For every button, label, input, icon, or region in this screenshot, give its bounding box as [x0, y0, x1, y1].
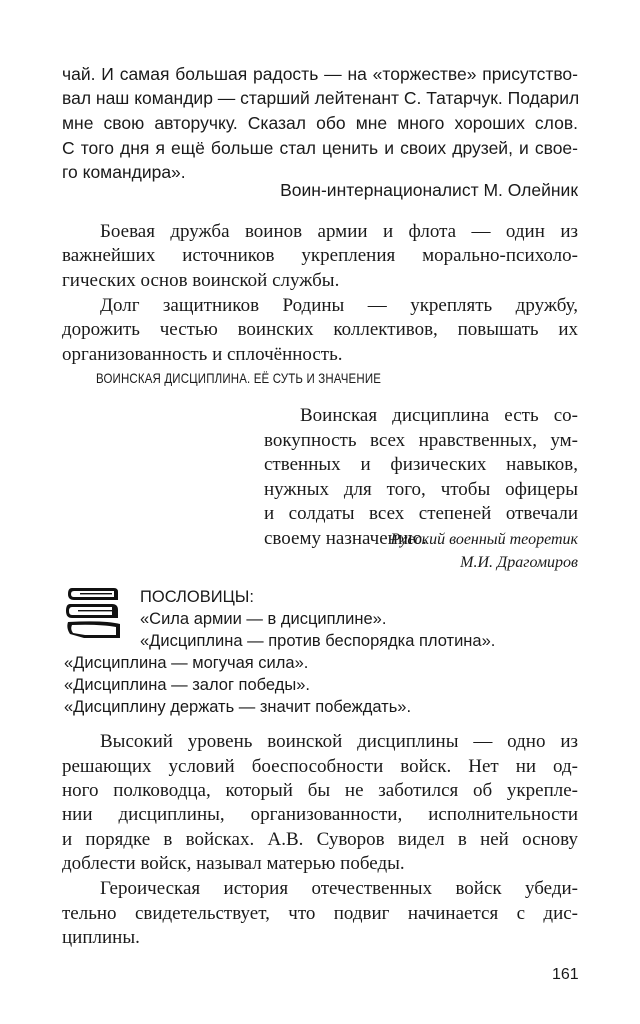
epigraph-line: и солдаты всех степеней отвечали — [264, 503, 578, 524]
books-icon — [64, 584, 124, 640]
paragraph-line: решающих условий боеспособности войск. Нет ни од- — [62, 756, 578, 777]
paragraph-line: Боевая дружба воинов армии и флота — один из — [100, 221, 578, 242]
epigraph-author-role: Русский военный теоретик — [390, 531, 578, 548]
paragraph-line: гических основ воинской службы. — [62, 270, 340, 291]
epigraph-author-name: М.И. Драгомиров — [460, 554, 578, 571]
paragraph-line: Высокий уровень воинской дисциплины — одно из — [100, 731, 578, 752]
section-heading: ВОИНСКАЯ ДИСЦИПЛИНА. ЕЁ СУТЬ И ЗНАЧЕНИЕ — [96, 370, 382, 386]
epigraph-line: Воинская дисциплина есть со- — [300, 405, 578, 426]
paragraph-line: нии дисциплины, организованности, исполнительности — [62, 804, 578, 825]
paragraph-line: ного полководца, который бы не заботился об укрепле- — [62, 780, 578, 801]
proverbs-title: ПОСЛОВИЦЫ: — [140, 588, 254, 606]
paragraph-line: организованность и сплочённость. — [62, 344, 343, 365]
quote-line: мне свою авторучку. Сказал обо мне много хороших слов. — [62, 113, 578, 133]
page-number: 161 — [552, 966, 579, 983]
paragraph-line: Героическая история отечественных войск убеди- — [100, 878, 578, 899]
paragraph-line: Долг защитников Родины — укреплять дружбу, — [100, 295, 578, 316]
proverb: «Дисциплина — против беспорядка плотина». — [140, 632, 496, 650]
quote-attribution: Воин-интернационалист М. Олейник — [280, 180, 578, 200]
epigraph-line: ственных и физических навыков, — [264, 454, 578, 475]
paragraph-line: и порядке в войсках. А.В. Суворов видел в ней основу — [62, 829, 578, 850]
epigraph-line: нужных для того, чтобы офицеры — [264, 479, 578, 500]
epigraph-line: своему назначению. — [264, 528, 427, 549]
paragraph-line: циплины. — [62, 927, 140, 948]
proverb: «Дисциплина — могучая сила». — [64, 654, 309, 672]
quote-line: вал наш командир — старший лейтенант С. Татарчук. Подарил — [62, 88, 580, 108]
paragraph-line: доблести войск, называл матерью победы. — [62, 853, 405, 874]
epigraph-line: вокупность всех нравственных, ум- — [264, 430, 578, 451]
paragraph-line: важнейших источников укрепления морально-психоло- — [62, 245, 578, 266]
quote-line: чай. И самая большая радость — на «торжестве» присутство- — [62, 64, 578, 84]
quote-line: С того дня я ещё больше стал ценить и своих друзей, и свое- — [62, 138, 578, 158]
proverb: «Сила армии — в дисциплине». — [140, 610, 387, 628]
proverb: «Дисциплину держать — значит побеждать». — [64, 698, 412, 716]
paragraph-line: дорожить честью воинских коллективов, повышать их — [62, 319, 578, 340]
quote-line: го командира». — [62, 162, 186, 182]
proverb: «Дисциплина — залог победы». — [64, 676, 310, 694]
paragraph-line: тельно свидетельствует, что подвиг начинается с дис- — [62, 903, 578, 924]
